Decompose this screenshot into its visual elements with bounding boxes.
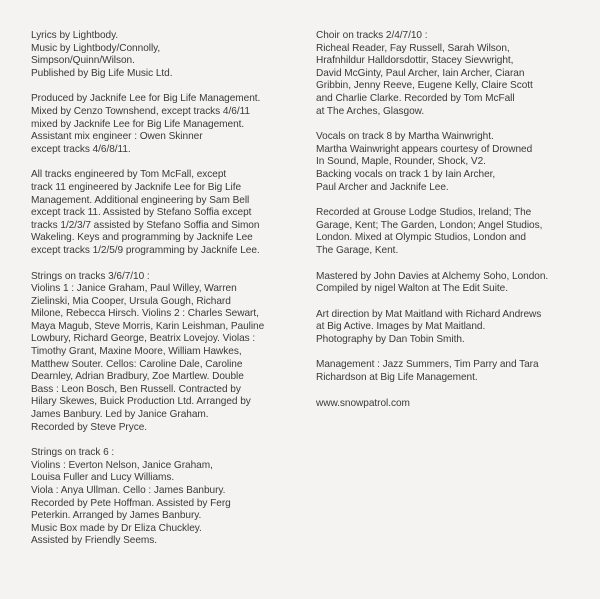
credit-line: Richardson at Big Life Management.	[316, 372, 478, 384]
credit-line: Lowbury, Richard George, Beatrix Lovejoy. Violas :	[31, 333, 256, 345]
credit-line: Strings on track 6 :	[31, 447, 115, 459]
left-column	[31, 30, 297, 561]
credit-block-strings-track-6	[31, 447, 297, 548]
credit-line: Matthew Souter. Cellos: Caroline Dale, Caroline	[31, 358, 243, 370]
credit-line: Mastered by John Davies at Alchemy Soho, London.	[316, 270, 549, 282]
credit-line: tracks 1/2/3/7 assisted by Stefano Soffia and Simon	[31, 219, 260, 231]
credit-line: Music Box made by Dr Eliza Chuckley.	[31, 522, 202, 534]
credit-line: All tracks engineered by Tom McFall, except	[31, 169, 227, 181]
credit-line: Mixed by Cenzo Townshend, except tracks 4/6/11	[31, 105, 250, 117]
credit-line: Wakeling. Keys and programming by Jacknife Lee	[31, 232, 253, 244]
credit-line: except track 11. Assisted by Stefano Soffia except	[31, 207, 252, 219]
credit-line: Management : Jazz Summers, Tim Parry and Tara	[316, 359, 539, 371]
credit-line: mixed by Jacknife Lee for Big Life Management.	[31, 118, 245, 130]
credit-block-choir-credits	[316, 30, 582, 118]
credit-block-recording-locations	[316, 207, 582, 257]
credit-line: except tracks 1/2/5/9 programming by Jacknife Lee.	[31, 244, 260, 256]
credit-line: except tracks 4/6/8/11.	[31, 143, 131, 155]
credit-line: Hrafnhildur Halldorsdottir, Stacey Sievwright,	[316, 55, 514, 67]
credit-line: Compiled by nigel Walton at The Edit Suite.	[316, 283, 508, 295]
credit-line: Photography by Dan Tobin Smith.	[316, 333, 465, 345]
credit-line: Management. Additional engineering by Sam Bell	[31, 194, 250, 206]
credit-line: and Charlie Clarke. Recorded by Tom McFall	[316, 92, 515, 104]
credit-line: In Sound, Maple, Rounder, Shock, V2.	[316, 156, 486, 168]
credit-line: Lyrics by Lightbody.	[31, 30, 119, 41]
credit-block-management-credits	[316, 359, 582, 384]
credit-line: Simpson/Quinn/Wilson.	[31, 55, 135, 67]
credit-block-art-direction-credits	[316, 309, 582, 347]
credit-block-production-credits	[31, 93, 297, 156]
credit-line: Backing vocals on track 1 by Iain Archer,	[316, 168, 496, 180]
credit-line: Music by Lightbody/Connolly,	[31, 42, 161, 54]
credit-line: Violins 1 : Janice Graham, Paul Willey, Warren	[31, 283, 237, 295]
credit-line: Published by Big Life Music Ltd.	[31, 67, 173, 79]
credit-line: Viola : Anya Ullman. Cello : James Banbury.	[31, 485, 226, 496]
credit-line: Choir on tracks 2/4/7/10 :	[316, 30, 428, 41]
credit-line: Produced by Jacknife Lee for Big Life Management.	[31, 93, 261, 105]
credit-line: Assisted by Friendly Seems.	[31, 535, 157, 547]
credit-line: Vocals on track 8 by Martha Wainwright.	[316, 131, 494, 143]
credit-line: at The Arches, Glasgow.	[316, 105, 425, 117]
credit-line: Milone, Rebecca Hirsch. Violins 2 : Charles Sewart,	[31, 308, 259, 320]
credit-line: Garage, Kent; The Garden, London; Angel Studios,	[316, 219, 543, 231]
credit-line: Strings on tracks 3/6/7/10 :	[31, 270, 150, 282]
credit-line: Maya Magub, Steve Morris, Karin Leishman, Pauline	[31, 320, 265, 332]
credit-line: London. Mixed at Olympic Studios, London and	[316, 232, 526, 244]
credit-line: Dearnley, Adrian Bradbury, Zoe Martlew. Double	[31, 371, 244, 383]
credit-line: Bass : Leon Bosch, Ben Russell. Contracted by	[31, 383, 241, 395]
credit-line: Gribbin, Jenny Reeve, Eugene Kelly, Claire Scott	[316, 80, 533, 92]
credit-line: Peterkin. Arranged by James Banbury.	[31, 510, 202, 522]
credit-line: track 11 engineered by Jacknife Lee for Big Life	[31, 181, 242, 193]
credit-block-engineering-credits	[31, 169, 297, 257]
credit-line: at Big Active. Images by Mat Maitland.	[316, 321, 486, 333]
credit-line: Martha Wainwright appears courtesy of Drowned	[316, 143, 533, 155]
credit-line: Recorded by Steve Pryce.	[31, 421, 148, 433]
credit-line: Recorded by Pete Hoffman. Assisted by Ferg	[31, 497, 231, 509]
credit-line: Paul Archer and Jacknife Lee.	[316, 181, 449, 193]
credit-line: David McGinty, Paul Archer, Iain Archer, Ciaran	[316, 67, 525, 79]
credit-line: www.snowpatrol.com	[316, 397, 410, 409]
credit-block-vocals-credits	[316, 131, 582, 194]
credit-line: Richeal Reader, Fay Russell, Sarah Wilson,	[316, 42, 510, 54]
credit-line: The Garage, Kent.	[316, 244, 399, 256]
credit-block-website	[316, 398, 582, 411]
credit-line: Hilary Skewes, Buick Production Ltd. Arranged by	[31, 396, 251, 408]
credit-block-strings-3-6-7-10	[31, 271, 297, 435]
credit-line: Art direction by Mat Maitland with Richard Andrews	[316, 308, 542, 320]
credit-line: Zielinski, Mia Cooper, Ursula Gough, Richard	[31, 295, 231, 307]
credit-line: James Banbury. Led by Janice Graham.	[31, 409, 209, 421]
credit-line: Louisa Fuller and Lucy Williams.	[31, 472, 175, 484]
credit-block-lyrics-credits	[31, 30, 297, 80]
right-column	[316, 30, 582, 423]
credit-line: Violins : Everton Nelson, Janice Graham,	[31, 459, 213, 471]
credit-line: Assistant mix engineer : Owen Skinner	[31, 131, 203, 143]
credit-line: Recorded at Grouse Lodge Studios, Ireland; The	[316, 207, 532, 219]
credit-line: Timothy Grant, Maxine Moore, William Hawkes,	[31, 346, 242, 358]
credit-block-mastering-credits	[316, 271, 582, 296]
